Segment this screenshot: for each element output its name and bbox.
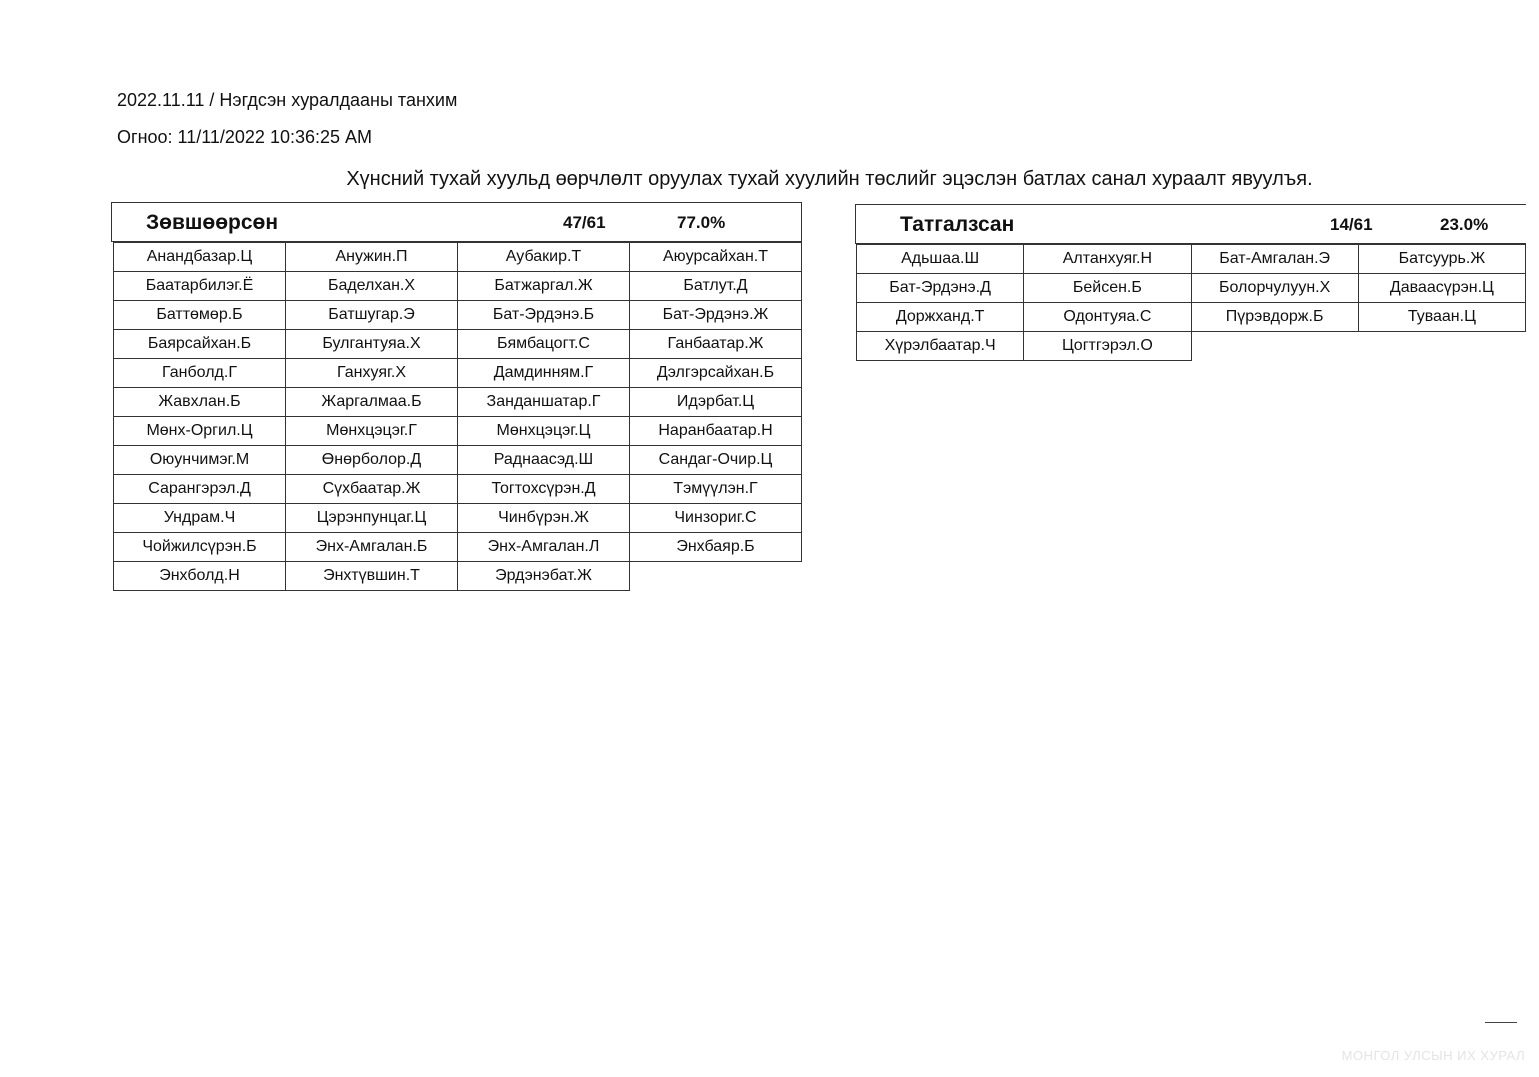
corner-mark — [1485, 1022, 1517, 1023]
empty-cell — [630, 562, 802, 591]
approve-percent: 77.0% — [677, 213, 726, 232]
member-name: Дамдинням.Г — [458, 359, 630, 388]
session-title: 2022.11.11 / Нэгдсэн хуралдааны танхим — [117, 90, 458, 110]
watermark-stamp: МОНГОЛ УЛСЫН ИХ ХУРАЛ — [1341, 1048, 1525, 1063]
approve-table — [113, 242, 802, 591]
approve-header — [111, 202, 802, 242]
member-name: Тогтохсүрэн.Д — [458, 475, 630, 504]
member-name: Батжаргал.Ж — [458, 272, 630, 301]
member-name: Даваасүрэн.Ц — [1358, 274, 1525, 303]
member-name: Доржханд.Т — [857, 303, 1024, 332]
member-name: Батлут.Д — [630, 272, 802, 301]
reject-count: 14/61 — [1330, 215, 1373, 234]
member-name: Пүрэвдорж.Б — [1191, 303, 1358, 332]
member-name: Бейсен.Б — [1024, 274, 1191, 303]
member-name: Бат-Эрдэнэ.Д — [857, 274, 1024, 303]
member-name: Энхтүвшин.Т — [286, 562, 458, 591]
table-row — [114, 359, 802, 388]
approve-title: Зөвшөөрсөн — [146, 211, 279, 234]
member-name: Туваан.Ц — [1358, 303, 1525, 332]
member-name: Баярсайхан.Б — [114, 330, 286, 359]
table-row — [114, 243, 802, 272]
table-row — [857, 332, 1526, 361]
member-name: Наранбаатар.Н — [630, 417, 802, 446]
member-name: Энх-Амгалан.Б — [286, 533, 458, 562]
member-name: Аюурсайхан.Т — [630, 243, 802, 272]
member-name: Цэрэнпунцаг.Ц — [286, 504, 458, 533]
member-name: Батшугар.Э — [286, 301, 458, 330]
reject-table — [856, 244, 1526, 361]
reject-header — [855, 204, 1526, 244]
member-name: Занданшатар.Г — [458, 388, 630, 417]
table-row — [114, 417, 802, 446]
member-name: Бямбацогт.С — [458, 330, 630, 359]
member-name: Баатарбилэг.Ё — [114, 272, 286, 301]
table-row — [857, 274, 1526, 303]
member-name: Тэмүүлэн.Г — [630, 475, 802, 504]
table-row — [114, 533, 802, 562]
motion-text: Хүнсний тухай хуульд өөрчлөлт оруулах тухай хуулийн төслийг эцэслэн батлах санал хураалт явуулъя. — [346, 168, 1313, 190]
vote-date: Огноо: 11/11/2022 10:36:25 AM — [117, 127, 373, 147]
member-name: Одонтуяа.С — [1024, 303, 1191, 332]
table-row — [114, 301, 802, 330]
table-row — [114, 475, 802, 504]
member-name: Анандбазар.Ц — [114, 243, 286, 272]
member-name: Булгантуяа.Х — [286, 330, 458, 359]
member-name: Жавхлан.Б — [114, 388, 286, 417]
member-name: Сарангэрэл.Д — [114, 475, 286, 504]
member-name: Хүрэлбаатар.Ч — [857, 332, 1024, 361]
table-row — [114, 388, 802, 417]
member-name: Адьшаа.Ш — [857, 245, 1024, 274]
member-name: Бат-Амгалан.Э — [1191, 245, 1358, 274]
empty-cell — [1358, 332, 1525, 361]
member-name: Мөнх-Оргил.Ц — [114, 417, 286, 446]
member-name: Анужин.П — [286, 243, 458, 272]
member-name: Ганбаатар.Ж — [630, 330, 802, 359]
member-name: Раднаасэд.Ш — [458, 446, 630, 475]
member-name: Чинбүрэн.Ж — [458, 504, 630, 533]
member-name: Энхбаяр.Б — [630, 533, 802, 562]
member-name: Ундрам.Ч — [114, 504, 286, 533]
member-name: Ганхуяг.Х — [286, 359, 458, 388]
member-name: Мөнхцэцэг.Ц — [458, 417, 630, 446]
member-name: Чойжилсүрэн.Б — [114, 533, 286, 562]
member-name: Сүхбаатар.Ж — [286, 475, 458, 504]
member-name: Бат-Эрдэнэ.Б — [458, 301, 630, 330]
table-row — [114, 272, 802, 301]
member-name: Батсуурь.Ж — [1358, 245, 1525, 274]
table-row — [114, 446, 802, 475]
member-name: Сандаг-Очир.Ц — [630, 446, 802, 475]
member-name: Жаргалмаа.Б — [286, 388, 458, 417]
member-name: Баттөмөр.Б — [114, 301, 286, 330]
member-name: Энхболд.Н — [114, 562, 286, 591]
member-name: Мөнхцэцэг.Г — [286, 417, 458, 446]
member-name: Ганболд.Г — [114, 359, 286, 388]
member-name: Цогтгэрэл.О — [1024, 332, 1191, 361]
member-name: Оюунчимэг.М — [114, 446, 286, 475]
member-name: Бат-Эрдэнэ.Ж — [630, 301, 802, 330]
member-name: Болорчулуун.Х — [1191, 274, 1358, 303]
member-name: Идэрбат.Ц — [630, 388, 802, 417]
member-name: Эрдэнэбат.Ж — [458, 562, 630, 591]
table-row — [114, 330, 802, 359]
member-name: Энх-Амгалан.Л — [458, 533, 630, 562]
member-name: Баделхан.Х — [286, 272, 458, 301]
reject-title: Татгалзсан — [900, 213, 1015, 236]
table-row — [114, 562, 802, 591]
approve-count: 47/61 — [563, 213, 606, 232]
member-name: Аубакир.Т — [458, 243, 630, 272]
member-name: Чинзориг.С — [630, 504, 802, 533]
member-name: Алтанхуяг.Н — [1024, 245, 1191, 274]
reject-percent: 23.0% — [1440, 215, 1489, 234]
table-row — [857, 245, 1526, 274]
member-name: Өнөрболор.Д — [286, 446, 458, 475]
table-row — [114, 504, 802, 533]
table-row — [857, 303, 1526, 332]
empty-cell — [1191, 332, 1358, 361]
member-name: Дэлгэрсайхан.Б — [630, 359, 802, 388]
